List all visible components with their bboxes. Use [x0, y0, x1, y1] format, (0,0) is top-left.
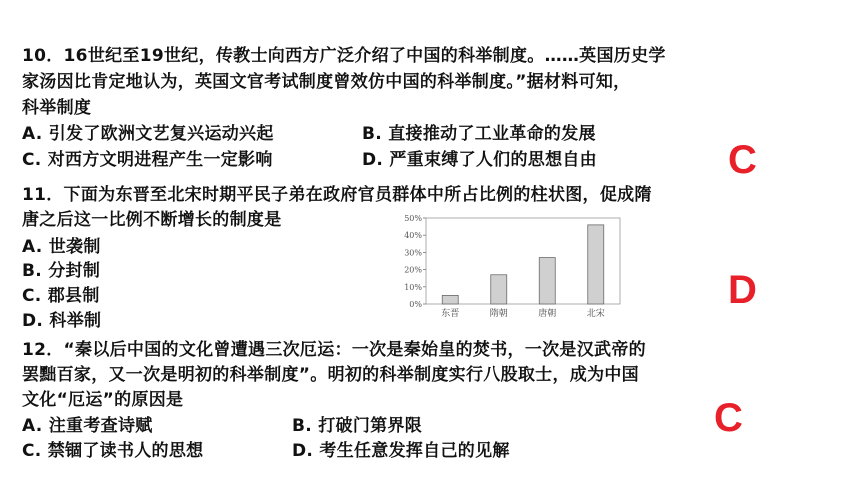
q10-option-b: B. 直接推动了工业革命的发展 [362, 124, 596, 144]
x-tick-label: 北宋 [586, 309, 605, 319]
q10-option-a: A. 引发了欧洲文艺复兴运动兴起 [22, 124, 274, 144]
y-tick-label: 40% [404, 231, 422, 241]
q11-option-b: B. 分封制 [22, 261, 101, 281]
q10-answer: C [728, 138, 757, 182]
y-tick-label: 50% [404, 214, 422, 223]
y-tick-label: 20% [404, 265, 422, 275]
ratio-bar-chart [392, 212, 626, 322]
q10-stem-line1: 10．16世纪至19世纪，传教士向西方广泛介绍了中国的科举制度。……英国历史学 [22, 46, 666, 66]
q12-option-b: B. 打破门第界限 [292, 416, 423, 436]
q11-answer: D [728, 268, 757, 312]
bar [539, 258, 555, 304]
q10-option-d: D. 严重束缚了人们的思想自由 [362, 150, 597, 170]
y-tick-label: 30% [404, 248, 422, 258]
q12-stem-line2: 罢黜百家，又一次是明初的科举制度”。明初的科举制度实行八股取士，成为中国 [22, 365, 639, 385]
q10-option-c: C. 对西方文明进程产生一定影响 [22, 150, 273, 170]
q12-answer: C [714, 396, 743, 440]
q11-option-a: A. 世袭制 [22, 237, 101, 257]
x-tick-label: 隋朝 [489, 309, 508, 319]
q10-stem-line2: 家汤因比肯定地认为，英国文官考试制度曾效仿中国的科举制度。”据材料可知， [22, 72, 631, 92]
q11-option-d: D. 科举制 [22, 311, 102, 331]
q11-option-c: C. 郡县制 [22, 286, 100, 306]
q11-stem-line1: 11．下面为东晋至北宋时期平民子弟在政府官员群体中所占比例的柱状图，促成隋 [22, 185, 652, 205]
q12-option-d: D. 考生任意发挥自己的见解 [292, 441, 510, 461]
q12-stem-line1: 12．“秦以后中国的文化曾遭遇三次厄运：一次是秦始皇的焚书，一次是汉武帝的 [22, 340, 646, 360]
x-tick-label: 东晋 [441, 309, 460, 319]
q12-option-a: A. 注重考查诗赋 [22, 416, 153, 436]
bar [588, 225, 604, 304]
x-tick-label: 唐朝 [538, 309, 557, 319]
bar [442, 295, 458, 304]
y-tick-label: 0% [409, 300, 422, 309]
q10-stem-line3: 科举制度 [22, 98, 92, 118]
q11-stem-line2: 唐之后这一比例不断增长的制度是 [22, 210, 282, 230]
q12-option-c: C. 禁锢了读书人的思想 [22, 441, 204, 461]
y-tick-label: 10% [404, 282, 422, 292]
bar [491, 275, 507, 304]
q12-stem-line3: 文化“厄运”的原因是 [22, 390, 184, 410]
